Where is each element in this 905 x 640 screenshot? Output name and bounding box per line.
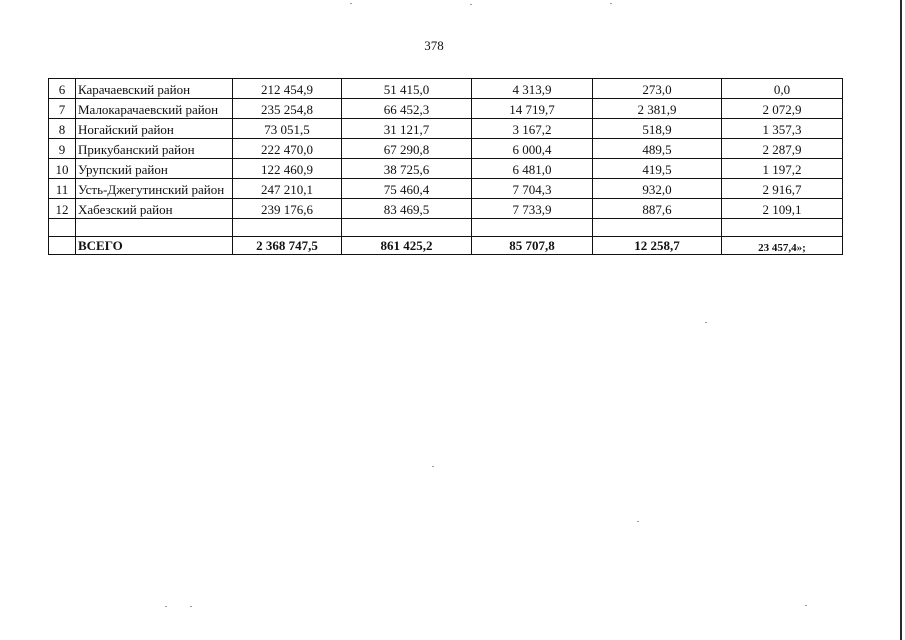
value-col5: 2 109,1 xyxy=(722,199,843,219)
scan-speck xyxy=(637,521,639,522)
value-col2: 83 469,5 xyxy=(342,199,472,219)
district-name: Урупский район xyxy=(76,159,233,179)
scan-speck xyxy=(165,606,167,607)
district-name: Усть-Джегутинский район xyxy=(76,179,233,199)
page-edge-shadow xyxy=(900,0,902,640)
row-number: 11 xyxy=(49,179,76,199)
blank-cell xyxy=(722,219,843,237)
scan-speck xyxy=(432,466,434,467)
blank-cell xyxy=(49,219,76,237)
value-col2: 38 725,6 xyxy=(342,159,472,179)
blank-cell xyxy=(593,219,722,237)
scan-speck xyxy=(350,3,352,4)
blank-cell xyxy=(472,219,593,237)
table-row xyxy=(49,199,843,219)
scan-speck xyxy=(610,3,612,4)
total-col2: 861 425,2 xyxy=(342,237,472,255)
value-col5: 2 072,9 xyxy=(722,99,843,119)
table-body xyxy=(49,79,843,255)
value-col1: 247 210,1 xyxy=(233,179,342,199)
table-row xyxy=(49,119,843,139)
row-number: 12 xyxy=(49,199,76,219)
value-col3: 4 313,9 xyxy=(472,79,593,99)
value-col1: 122 460,9 xyxy=(233,159,342,179)
value-col1: 73 051,5 xyxy=(233,119,342,139)
value-col1: 212 454,9 xyxy=(233,79,342,99)
district-name: Ногайский район xyxy=(76,119,233,139)
value-col3: 6 481,0 xyxy=(472,159,593,179)
scan-speck xyxy=(470,4,472,5)
row-number: 8 xyxy=(49,119,76,139)
value-col4: 489,5 xyxy=(593,139,722,159)
value-col4: 273,0 xyxy=(593,79,722,99)
value-col4: 518,9 xyxy=(593,119,722,139)
value-col5: 1 197,2 xyxy=(722,159,843,179)
district-name: Прикубанский район xyxy=(76,139,233,159)
blank-row xyxy=(49,219,843,237)
total-label: ВСЕГО xyxy=(76,237,233,255)
total-col1: 2 368 747,5 xyxy=(233,237,342,255)
table-row xyxy=(49,179,843,199)
table-row xyxy=(49,99,843,119)
value-col1: 235 254,8 xyxy=(233,99,342,119)
total-col3: 85 707,8 xyxy=(472,237,593,255)
table-row xyxy=(49,79,843,99)
value-col5: 2 287,9 xyxy=(722,139,843,159)
value-col4: 887,6 xyxy=(593,199,722,219)
value-col4: 419,5 xyxy=(593,159,722,179)
table-row xyxy=(49,139,843,159)
value-col5: 0,0 xyxy=(722,79,843,99)
value-col2: 51 415,0 xyxy=(342,79,472,99)
district-name: Хабезский район xyxy=(76,199,233,219)
value-col2: 67 290,8 xyxy=(342,139,472,159)
total-col5: 23 457,4»; xyxy=(722,237,843,255)
value-col3: 3 167,2 xyxy=(472,119,593,139)
value-col4: 932,0 xyxy=(593,179,722,199)
value-col2: 75 460,4 xyxy=(342,179,472,199)
blank-cell xyxy=(342,219,472,237)
district-budget-table xyxy=(48,78,843,255)
row-number: 7 xyxy=(49,99,76,119)
value-col5: 2 916,7 xyxy=(722,179,843,199)
row-number: 6 xyxy=(49,79,76,99)
value-col2: 66 452,3 xyxy=(342,99,472,119)
value-col3: 6 000,4 xyxy=(472,139,593,159)
row-number: 9 xyxy=(49,139,76,159)
total-num-cell xyxy=(49,237,76,255)
scan-speck xyxy=(705,322,707,323)
total-col4: 12 258,7 xyxy=(593,237,722,255)
value-col3: 7 704,3 xyxy=(472,179,593,199)
value-col1: 222 470,0 xyxy=(233,139,342,159)
scan-speck xyxy=(805,605,807,606)
district-name: Малокарачаевский район xyxy=(76,99,233,119)
district-name: Карачаевский район xyxy=(76,79,233,99)
value-col3: 14 719,7 xyxy=(472,99,593,119)
scan-speck xyxy=(190,606,192,607)
blank-cell xyxy=(233,219,342,237)
blank-cell xyxy=(76,219,233,237)
row-number: 10 xyxy=(49,159,76,179)
total-row xyxy=(49,237,843,255)
value-col2: 31 121,7 xyxy=(342,119,472,139)
value-col1: 239 176,6 xyxy=(233,199,342,219)
value-col4: 2 381,9 xyxy=(593,99,722,119)
value-col3: 7 733,9 xyxy=(472,199,593,219)
page-number: 378 xyxy=(424,38,444,53)
table-row xyxy=(49,159,843,179)
value-col5: 1 357,3 xyxy=(722,119,843,139)
